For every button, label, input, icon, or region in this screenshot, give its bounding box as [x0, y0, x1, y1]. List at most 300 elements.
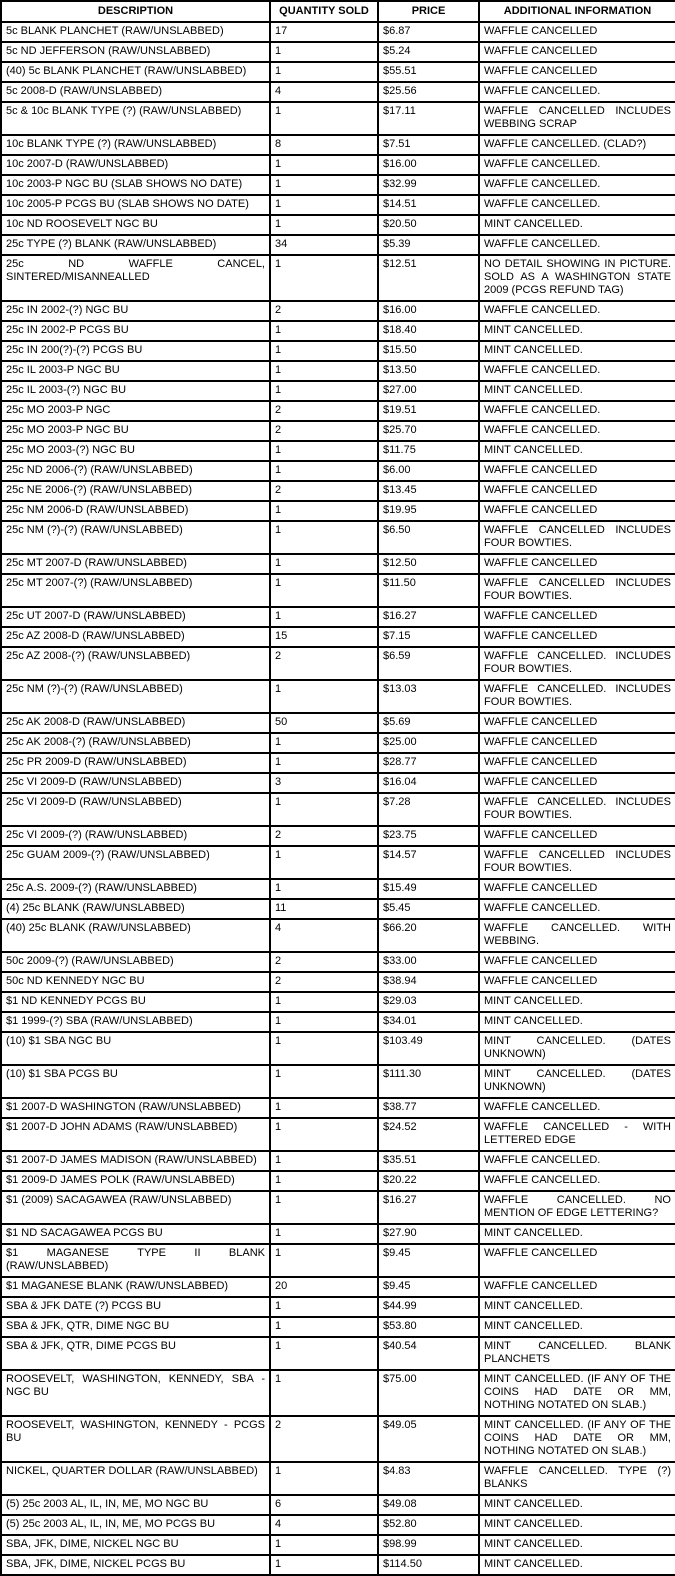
price-cell: $111.30 [378, 1065, 479, 1098]
description-cell: SBA, JFK, DIME, NICKEL NGC BU [1, 1535, 270, 1555]
quantity-sold-cell: 1 [270, 521, 378, 554]
price-cell: $35.51 [378, 1151, 479, 1171]
description-cell: 10c BLANK TYPE (?) (RAW/UNSLABBED) [1, 135, 270, 155]
description-cell: 25c MO 2003-P NGC [1, 401, 270, 421]
price-cell: $15.49 [378, 879, 479, 899]
additional-information-cell: WAFFLE CANCELLED. INCLUDES FOUR BOWTIES. [479, 647, 675, 680]
description-cell: SBA & JFK, QTR, DIME NGC BU [1, 1317, 270, 1337]
price-cell: $13.45 [378, 481, 479, 501]
additional-information-cell: WAFFLE CANCELLED [479, 627, 675, 647]
table-row [1, 1151, 675, 1171]
price-cell: $18.40 [378, 321, 479, 341]
additional-information-cell: MINT CANCELLED. [479, 1317, 675, 1337]
price-cell: $27.00 [378, 381, 479, 401]
additional-information-cell: WAFFLE CANCELLED. [479, 235, 675, 255]
quantity-sold-cell: 1 [270, 501, 378, 521]
description-cell: 25c AZ 2008-(?) (RAW/UNSLABBED) [1, 647, 270, 680]
price-cell: $66.20 [378, 919, 479, 952]
table-row [1, 22, 675, 42]
price-cell: $49.05 [378, 1416, 479, 1462]
table-row [1, 481, 675, 501]
table-row [1, 321, 675, 341]
additional-information-cell: WAFFLE CANCELLED [479, 554, 675, 574]
description-cell: 25c AK 2008-D (RAW/UNSLABBED) [1, 713, 270, 733]
price-cell: $32.99 [378, 175, 479, 195]
quantity-sold-cell: 20 [270, 1277, 378, 1297]
price-cell: $12.51 [378, 255, 479, 301]
quantity-sold-cell: 1 [270, 1297, 378, 1317]
description-cell: $1 MAGANESE BLANK (RAW/UNSLABBED) [1, 1277, 270, 1297]
price-cell: $16.00 [378, 155, 479, 175]
description-cell: 25c IL 2003-(?) NGC BU [1, 381, 270, 401]
additional-information-cell: WAFFLE CANCELLED. [479, 301, 675, 321]
quantity-sold-cell: 1 [270, 846, 378, 879]
quantity-sold-cell: 1 [270, 155, 378, 175]
price-cell: $19.51 [378, 401, 479, 421]
description-cell: (5) 25c 2003 AL, IL, IN, ME, MO PCGS BU [1, 1515, 270, 1535]
quantity-sold-cell: 1 [270, 1032, 378, 1065]
header-row [1, 1, 675, 22]
quantity-sold-cell: 1 [270, 461, 378, 481]
description-cell: $1 ND KENNEDY PCGS BU [1, 992, 270, 1012]
table-row [1, 899, 675, 919]
additional-information-cell: WAFFLE CANCELLED [479, 826, 675, 846]
additional-information-cell: WAFFLE CANCELLED [479, 713, 675, 733]
description-cell: 25c GUAM 2009-(?) (RAW/UNSLABBED) [1, 846, 270, 879]
table-row [1, 972, 675, 992]
additional-information-cell: MINT CANCELLED. [479, 992, 675, 1012]
quantity-sold-cell: 1 [270, 1555, 378, 1575]
description-cell: $1 MAGANESE TYPE II BLANK (RAW/UNSLABBED) [1, 1244, 270, 1277]
additional-information-cell: WAFFLE CANCELLED. (CLAD?) [479, 135, 675, 155]
price-cell: $40.54 [378, 1337, 479, 1370]
quantity-sold-cell: 1 [270, 321, 378, 341]
price-cell: $16.00 [378, 301, 479, 321]
quantity-sold-cell: 1 [270, 441, 378, 461]
table-row [1, 733, 675, 753]
description-cell: 25c IN 2002-P PCGS BU [1, 321, 270, 341]
description-cell: 10c 2007-D (RAW/UNSLABBED) [1, 155, 270, 175]
price-cell: $12.50 [378, 554, 479, 574]
column-header-additional-information: ADDITIONAL INFORMATION [479, 1, 675, 22]
description-cell: $1 2007-D JAMES MADISON (RAW/UNSLABBED) [1, 1151, 270, 1171]
description-cell: 25c AZ 2008-D (RAW/UNSLABBED) [1, 627, 270, 647]
description-cell: 10c 2003-P NGC BU (SLAB SHOWS NO DATE) [1, 175, 270, 195]
table-row [1, 1244, 675, 1277]
quantity-sold-cell: 4 [270, 82, 378, 102]
table-row [1, 879, 675, 899]
table-row [1, 1416, 675, 1462]
additional-information-cell: WAFFLE CANCELLED - WITH LETTERED EDGE [479, 1118, 675, 1151]
description-cell: 25c TYPE (?) BLANK (RAW/UNSLABBED) [1, 235, 270, 255]
price-cell: $7.28 [378, 793, 479, 826]
quantity-sold-cell: 1 [270, 175, 378, 195]
quantity-sold-cell: 1 [270, 102, 378, 135]
quantity-sold-cell: 1 [270, 381, 378, 401]
additional-information-cell: MINT CANCELLED. BLANK PLANCHETS [479, 1337, 675, 1370]
description-cell: ROOSEVELT, WASHINGTON, KENNEDY - PCGS BU [1, 1416, 270, 1462]
price-cell: $9.45 [378, 1277, 479, 1297]
price-cell: $6.87 [378, 22, 479, 42]
description-cell: 25c NE 2006-(?) (RAW/UNSLABBED) [1, 481, 270, 501]
table-row [1, 713, 675, 733]
table-row [1, 421, 675, 441]
additional-information-cell: MINT CANCELLED. [479, 1555, 675, 1575]
table-row [1, 1012, 675, 1032]
additional-information-cell: WAFFLE CANCELLED INCLUDES FOUR BOWTIES. [479, 574, 675, 607]
price-cell: $7.51 [378, 135, 479, 155]
quantity-sold-cell: 1 [270, 680, 378, 713]
quantity-sold-cell: 1 [270, 1462, 378, 1495]
table-row [1, 1555, 675, 1575]
table-row [1, 235, 675, 255]
additional-information-cell: WAFFLE CANCELLED [479, 952, 675, 972]
quantity-sold-cell: 1 [270, 1370, 378, 1416]
table-row [1, 793, 675, 826]
price-cell: $5.69 [378, 713, 479, 733]
price-cell: $53.80 [378, 1317, 479, 1337]
table-row [1, 521, 675, 554]
price-cell: $16.27 [378, 607, 479, 627]
price-cell: $5.45 [378, 899, 479, 919]
quantity-sold-cell: 2 [270, 401, 378, 421]
description-cell: 25c UT 2007-D (RAW/UNSLABBED) [1, 607, 270, 627]
table-row [1, 1462, 675, 1495]
description-cell: ROOSEVELT, WASHINGTON, KENNEDY, SBA - NGC BU [1, 1370, 270, 1416]
additional-information-cell: MINT CANCELLED. [479, 1495, 675, 1515]
table-row [1, 607, 675, 627]
price-cell: $49.08 [378, 1495, 479, 1515]
table-row [1, 826, 675, 846]
quantity-sold-cell: 4 [270, 1515, 378, 1535]
table-body [1, 22, 675, 1575]
description-cell: 25c NM 2006-D (RAW/UNSLABBED) [1, 501, 270, 521]
quantity-sold-cell: 1 [270, 733, 378, 753]
quantity-sold-cell: 2 [270, 481, 378, 501]
table-row [1, 1098, 675, 1118]
quantity-sold-cell: 4 [270, 919, 378, 952]
price-cell: $11.75 [378, 441, 479, 461]
table-row [1, 1495, 675, 1515]
table-row [1, 680, 675, 713]
description-cell: 25c MO 2003-P NGC BU [1, 421, 270, 441]
description-cell: 10c ND ROOSEVELT NGC BU [1, 215, 270, 235]
table-row [1, 301, 675, 321]
column-header-description: DESCRIPTION [1, 1, 270, 22]
price-cell: $5.24 [378, 42, 479, 62]
price-cell: $6.59 [378, 647, 479, 680]
description-cell: 25c IN 200(?)-(?) PCGS BU [1, 341, 270, 361]
quantity-sold-cell: 1 [270, 1065, 378, 1098]
quantity-sold-cell: 1 [270, 1098, 378, 1118]
additional-information-cell: WAFFLE CANCELLED [479, 1277, 675, 1297]
additional-information-cell: WAFFLE CANCELLED. [479, 195, 675, 215]
additional-information-cell: MINT CANCELLED. [479, 321, 675, 341]
table-row [1, 1191, 675, 1224]
additional-information-cell: WAFFLE CANCELLED. INCLUDES FOUR BOWTIES. [479, 793, 675, 826]
description-cell: 25c MO 2003-(?) NGC BU [1, 441, 270, 461]
price-cell: $9.45 [378, 1244, 479, 1277]
additional-information-cell: WAFFLE CANCELLED INCLUDES FOUR BOWTIES. [479, 846, 675, 879]
quantity-sold-cell: 2 [270, 301, 378, 321]
description-cell: 25c NM (?)-(?) (RAW/UNSLABBED) [1, 680, 270, 713]
price-cell: $20.22 [378, 1171, 479, 1191]
description-cell: SBA & JFK DATE (?) PCGS BU [1, 1297, 270, 1317]
table-row [1, 82, 675, 102]
price-cell: $38.77 [378, 1098, 479, 1118]
table-row [1, 1297, 675, 1317]
additional-information-cell: MINT CANCELLED. [479, 1515, 675, 1535]
table-row [1, 627, 675, 647]
table-row [1, 992, 675, 1012]
additional-information-cell: WAFFLE CANCELLED [479, 22, 675, 42]
additional-information-cell: MINT CANCELLED. (IF ANY OF THE COINS HAD DATE OR MM, NOTHING NOTATED ON SLAB.) [479, 1416, 675, 1462]
quantity-sold-cell: 1 [270, 1151, 378, 1171]
additional-information-cell: MINT CANCELLED. [479, 1535, 675, 1555]
additional-information-cell: MINT CANCELLED. (DATES UNKNOWN) [479, 1032, 675, 1065]
additional-information-cell: WAFFLE CANCELLED INCLUDES FOUR BOWTIES. [479, 521, 675, 554]
table-row [1, 215, 675, 235]
additional-information-cell: WAFFLE CANCELLED. [479, 401, 675, 421]
quantity-sold-cell: 1 [270, 42, 378, 62]
additional-information-cell: NO DETAIL SHOWING IN PICTURE. SOLD AS A WASHINGTON STATE 2009 (PCGS REFUND TAG) [479, 255, 675, 301]
table-row [1, 773, 675, 793]
quantity-sold-cell: 1 [270, 195, 378, 215]
description-cell: $1 2007-D JOHN ADAMS (RAW/UNSLABBED) [1, 1118, 270, 1151]
description-cell: $1 2009-D JAMES POLK (RAW/UNSLABBED) [1, 1171, 270, 1191]
price-cell: $33.00 [378, 952, 479, 972]
quantity-sold-cell: 1 [270, 607, 378, 627]
table-row [1, 155, 675, 175]
price-cell: $44.99 [378, 1297, 479, 1317]
price-cell: $7.15 [378, 627, 479, 647]
table-row [1, 461, 675, 481]
additional-information-cell: MINT CANCELLED. [479, 1224, 675, 1244]
description-cell: $1 1999-(?) SBA (RAW/UNSLABBED) [1, 1012, 270, 1032]
additional-information-cell: WAFFLE CANCELLED [479, 481, 675, 501]
price-cell: $29.03 [378, 992, 479, 1012]
quantity-sold-cell: 2 [270, 647, 378, 680]
additional-information-cell: WAFFLE CANCELLED. [479, 1098, 675, 1118]
description-cell: 50c ND KENNEDY NGC BU [1, 972, 270, 992]
quantity-sold-cell: 1 [270, 574, 378, 607]
additional-information-cell: WAFFLE CANCELLED [479, 972, 675, 992]
quantity-sold-cell: 1 [270, 361, 378, 381]
quantity-sold-cell: 1 [270, 554, 378, 574]
additional-information-cell: WAFFLE CANCELLED. [479, 82, 675, 102]
price-cell: $20.50 [378, 215, 479, 235]
table-row [1, 1337, 675, 1370]
additional-information-cell: WAFFLE CANCELLED. [479, 361, 675, 381]
quantity-sold-cell: 3 [270, 773, 378, 793]
table-row [1, 574, 675, 607]
description-cell: $1 (2009) SACAGAWEA (RAW/UNSLABBED) [1, 1191, 270, 1224]
table-row [1, 1224, 675, 1244]
price-cell: $23.75 [378, 826, 479, 846]
quantity-sold-cell: 1 [270, 1224, 378, 1244]
quantity-sold-cell: 2 [270, 826, 378, 846]
price-cell: $114.50 [378, 1555, 479, 1575]
table-row [1, 554, 675, 574]
table-row [1, 42, 675, 62]
additional-information-cell: MINT CANCELLED. [479, 381, 675, 401]
table-row [1, 62, 675, 82]
additional-information-cell: WAFFLE CANCELLED. [479, 1151, 675, 1171]
quantity-sold-cell: 1 [270, 793, 378, 826]
price-cell: $6.00 [378, 461, 479, 481]
description-cell: 25c AK 2008-(?) (RAW/UNSLABBED) [1, 733, 270, 753]
description-cell: NICKEL, QUARTER DOLLAR (RAW/UNSLABBED) [1, 1462, 270, 1495]
description-cell: 10c 2005-P PCGS BU (SLAB SHOWS NO DATE) [1, 195, 270, 215]
price-cell: $11.50 [378, 574, 479, 607]
table-row [1, 846, 675, 879]
quantity-sold-cell: 1 [270, 879, 378, 899]
quantity-sold-cell: 1 [270, 1171, 378, 1191]
price-cell: $28.77 [378, 753, 479, 773]
price-cell: $6.50 [378, 521, 479, 554]
quantity-sold-cell: 17 [270, 22, 378, 42]
quantity-sold-cell: 1 [270, 255, 378, 301]
quantity-sold-cell: 2 [270, 972, 378, 992]
additional-information-cell: MINT CANCELLED. [479, 441, 675, 461]
price-cell: $38.94 [378, 972, 479, 992]
quantity-sold-cell: 1 [270, 992, 378, 1012]
description-cell: 25c IN 2002-(?) NGC BU [1, 301, 270, 321]
price-cell: $16.27 [378, 1191, 479, 1224]
description-cell: $1 ND SACAGAWEA PCGS BU [1, 1224, 270, 1244]
description-cell: (10) $1 SBA PCGS BU [1, 1065, 270, 1098]
quantity-sold-cell: 1 [270, 1012, 378, 1032]
quantity-sold-cell: 1 [270, 1337, 378, 1370]
description-cell: $1 2007-D WASHINGTON (RAW/UNSLABBED) [1, 1098, 270, 1118]
table-row [1, 1065, 675, 1098]
quantity-sold-cell: 1 [270, 1118, 378, 1151]
description-cell: SBA & JFK, QTR, DIME PCGS BU [1, 1337, 270, 1370]
additional-information-cell: WAFFLE CANCELLED. WITH WEBBING. [479, 919, 675, 952]
description-cell: 25c IL 2003-P NGC BU [1, 361, 270, 381]
additional-information-cell: WAFFLE CANCELLED. NO MENTION OF EDGE LETTERING? [479, 1191, 675, 1224]
additional-information-cell: WAFFLE CANCELLED [479, 753, 675, 773]
table-row [1, 1171, 675, 1191]
additional-information-cell: WAFFLE CANCELLED [479, 607, 675, 627]
additional-information-cell: WAFFLE CANCELLED. [479, 175, 675, 195]
price-cell: $25.70 [378, 421, 479, 441]
table-row [1, 175, 675, 195]
table-row [1, 401, 675, 421]
price-cell: $25.00 [378, 733, 479, 753]
table-row [1, 1535, 675, 1555]
additional-information-cell: WAFFLE CANCELLED. INCLUDES FOUR BOWTIES. [479, 680, 675, 713]
quantity-sold-cell: 11 [270, 899, 378, 919]
table-row [1, 1515, 675, 1535]
additional-information-cell: MINT CANCELLED. (IF ANY OF THE COINS HAD DATE OR MM, NOTHING NOTATED ON SLAB.) [479, 1370, 675, 1416]
description-cell: 50c 2009-(?) (RAW/UNSLABBED) [1, 952, 270, 972]
quantity-sold-cell: 15 [270, 627, 378, 647]
table-row [1, 919, 675, 952]
price-cell: $16.04 [378, 773, 479, 793]
additional-information-cell: MINT CANCELLED. (DATES UNKNOWN) [479, 1065, 675, 1098]
description-cell: 25c VI 2009-D (RAW/UNSLABBED) [1, 773, 270, 793]
additional-information-cell: WAFFLE CANCELLED. [479, 155, 675, 175]
description-cell: 5c BLANK PLANCHET (RAW/UNSLABBED) [1, 22, 270, 42]
price-cell: $19.95 [378, 501, 479, 521]
table-row [1, 195, 675, 215]
quantity-sold-cell: 1 [270, 1191, 378, 1224]
description-cell: 25c VI 2009-D (RAW/UNSLABBED) [1, 793, 270, 826]
description-cell: 25c ND 2006-(?) (RAW/UNSLABBED) [1, 461, 270, 481]
price-cell: $55.51 [378, 62, 479, 82]
table-row [1, 441, 675, 461]
additional-information-cell: WAFFLE CANCELLED [479, 501, 675, 521]
description-cell: 25c PR 2009-D (RAW/UNSLABBED) [1, 753, 270, 773]
description-cell: (5) 25c 2003 AL, IL, IN, ME, MO NGC BU [1, 1495, 270, 1515]
description-cell: SBA, JFK, DIME, NICKEL PCGS BU [1, 1555, 270, 1575]
description-cell: 5c ND JEFFERSON (RAW/UNSLABBED) [1, 42, 270, 62]
table-row [1, 952, 675, 972]
additional-information-cell: WAFFLE CANCELLED INCLUDES WEBBING SCRAP [479, 102, 675, 135]
additional-information-cell: MINT CANCELLED. [479, 341, 675, 361]
description-cell: (10) $1 SBA NGC BU [1, 1032, 270, 1065]
price-cell: $25.56 [378, 82, 479, 102]
table-row [1, 135, 675, 155]
table-row [1, 1370, 675, 1416]
additional-information-cell: WAFFLE CANCELLED [479, 62, 675, 82]
quantity-sold-cell: 2 [270, 421, 378, 441]
additional-information-cell: MINT CANCELLED. [479, 1012, 675, 1032]
description-cell: 25c ND WAFFLE CANCEL, SINTERED/MISANNEALLED [1, 255, 270, 301]
table-row [1, 1118, 675, 1151]
additional-information-cell: WAFFLE CANCELLED [479, 461, 675, 481]
quantity-sold-cell: 50 [270, 713, 378, 733]
price-cell: $15.50 [378, 341, 479, 361]
price-cell: $17.11 [378, 102, 479, 135]
price-cell: $24.52 [378, 1118, 479, 1151]
additional-information-cell: WAFFLE CANCELLED. [479, 899, 675, 919]
quantity-sold-cell: 1 [270, 62, 378, 82]
price-cell: $34.01 [378, 1012, 479, 1032]
price-cell: $5.39 [378, 235, 479, 255]
quantity-sold-cell: 1 [270, 1317, 378, 1337]
table-row [1, 753, 675, 773]
description-cell: 25c NM (?)-(?) (RAW/UNSLABBED) [1, 521, 270, 554]
table-row [1, 341, 675, 361]
price-cell: $4.83 [378, 1462, 479, 1495]
description-cell: (40) 25c BLANK (RAW/UNSLABBED) [1, 919, 270, 952]
table-row [1, 255, 675, 301]
table-row [1, 647, 675, 680]
additional-information-cell: WAFFLE CANCELLED [479, 1244, 675, 1277]
table-row [1, 1317, 675, 1337]
additional-information-cell: WAFFLE CANCELLED [479, 773, 675, 793]
price-cell: $13.50 [378, 361, 479, 381]
quantity-sold-cell: 1 [270, 215, 378, 235]
description-cell: (40) 5c BLANK PLANCHET (RAW/UNSLABBED) [1, 62, 270, 82]
quantity-sold-cell: 2 [270, 1416, 378, 1462]
table-row [1, 361, 675, 381]
description-cell: 5c 2008-D (RAW/UNSLABBED) [1, 82, 270, 102]
quantity-sold-cell: 2 [270, 952, 378, 972]
quantity-sold-cell: 1 [270, 1535, 378, 1555]
price-cell: $98.99 [378, 1535, 479, 1555]
price-cell: $13.03 [378, 680, 479, 713]
price-cell: $52.80 [378, 1515, 479, 1535]
additional-information-cell: WAFFLE CANCELLED. [479, 421, 675, 441]
price-cell: $27.90 [378, 1224, 479, 1244]
description-cell: (4) 25c BLANK (RAW/UNSLABBED) [1, 899, 270, 919]
column-header-quantity-sold: QUANTITY SOLD [270, 1, 378, 22]
table-row [1, 381, 675, 401]
additional-information-cell: WAFFLE CANCELLED [479, 733, 675, 753]
